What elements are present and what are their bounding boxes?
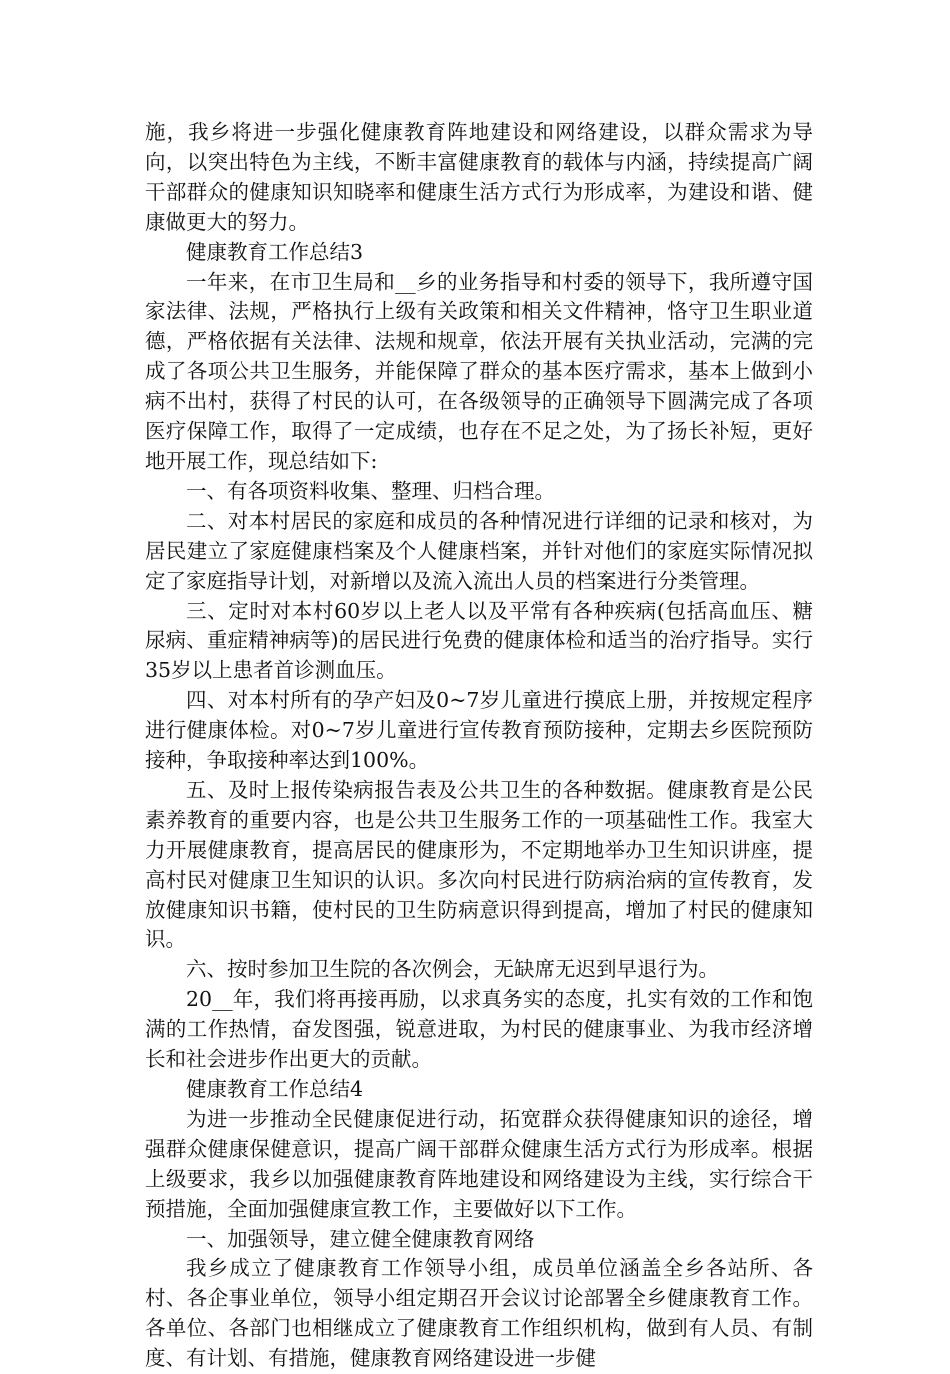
- paragraph-item-3: 三、定时对本村60岁以上老人以及平常有各种疾病(包括高血压、糖尿病、重症精神病等)的居民进行免费的健康体检和适当的治疗指导。实行35岁以上患者首诊测血压。: [145, 598, 813, 683]
- paragraph-item-5: 五、及时上报传染病报告表及公共卫生的各种数据。健康教育是公民素养教育的重要内容，也是公共卫生服务工作的一项基础性工作。我室大力开展健康教育，提高居民的健康形为，不定期地举办卫生知识讲座，提高村民对健康卫生知识的认识。多次向村民进行防病治病的宣传教育，发放健康知识书籍，使村民的卫生防病意识得到提高，增加了村民的健康知识。: [145, 777, 813, 952]
- paragraph-intro-4: 为进一步推动全民健康促进行动，拓宽群众获得健康知识的途径，增强群众健康保健意识，提高广阔干部群众健康生活方式行为形成率。根据上级要求，我乡以加强健康教育阵地建设和网络建设为主线，实行综合干预措施，全面加强健康宣教工作，主要做好以下工作。: [145, 1106, 813, 1221]
- paragraph-outlook: 20__年，我们将再接再励，以求真务实的态度，扎实有效的工作和饱满的工作热情，奋发图强，锐意进取，为村民的健康事业、为我市经济增长和社会进步作出更大的贡献。: [145, 987, 813, 1072]
- subheading-leadership: 一、加强领导，建立健全健康教育网络: [186, 1226, 535, 1251]
- paragraph-intro-3: 一年来，在市卫生局和__乡的业务指导和村委的领导下，我所遵守国家法律、法规，严格执行上级有关政策和相关文件精神，恪守卫生职业道德，严格依据有关法律、法规和规章，依法开展有关执业活动，完满的完成了各项公共卫生服务，并能保障了群众的基本医疗需求，基本上做到小病不出村，获得了村民的认可，在各级领导的正确领导下圆满完成了各项医疗保障工作，取得了一定成绩，也存在不足之处，为了扬长补短，更好地开展工作，现总结如下:: [145, 269, 813, 473]
- paragraph-item-6: 六、按时参加卫生院的各次例会，无缺席无迟到早退行为。: [186, 957, 719, 982]
- paragraph-leadership: 我乡成立了健康教育工作领导小组，成员单位涵盖全乡各站所、各村、各企事业单位，领导小组定期召开会议讨论部署全乡健康教育工作。各单位、各部门也相继成立了健康教育工作组织机构，做到有人员、有制度、有计划、有措施，健康教育网络建设进一步健: [145, 1256, 813, 1371]
- document-body: [145, 118, 813, 1374]
- section-heading-3: 健康教育工作总结3: [186, 239, 364, 264]
- paragraph-item-4: 四、对本村所有的孕产妇及0~7岁儿童进行摸底上册，并按规定程序进行健康体检。对0~7岁儿童进行宣传教育预防接种，定期去乡医院预防接种，争取接种率达到100%。: [145, 688, 813, 773]
- paragraph-item-1: 一、有各项资料收集、整理、归档合理。: [186, 478, 555, 503]
- section-heading-4: 健康教育工作总结4: [186, 1077, 364, 1101]
- paragraph-continuation: 施，我乡将进一步强化健康教育阵地建设和网络建设，以群众需求为导向，以突出特色为主线，不断丰富健康教育的载体与内涵，持续提高广阔干部群众的健康知识知晓率和健康生活方式行为形成率，为建设和谐、健康做更大的努力。: [145, 120, 813, 234]
- paragraph-item-2: 二、对本村居民的家庭和成员的各种情况进行详细的记录和核对，为居民建立了家庭健康档案及个人健康档案，并针对他们的家庭实际情况拟定了家庭指导计划，对新增以及流入流出人员的档案进行分类管理。: [145, 508, 813, 593]
